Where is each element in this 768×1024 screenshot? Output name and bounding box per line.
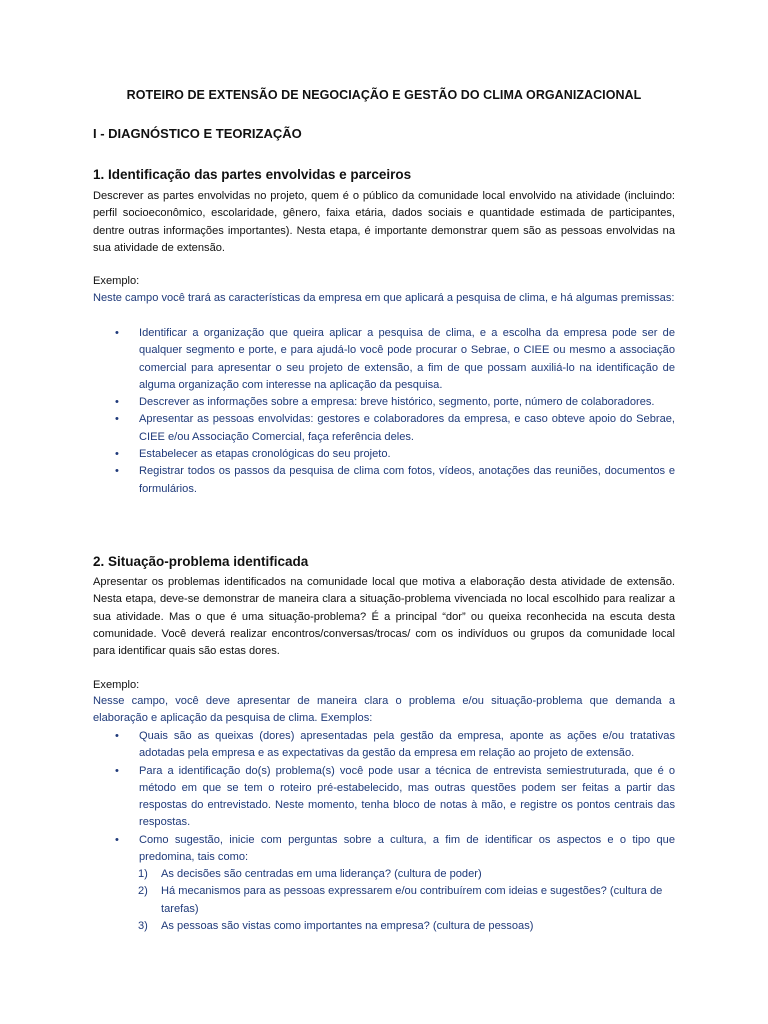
- list-number: 1): [138, 868, 148, 880]
- bullet-icon: •: [115, 327, 119, 339]
- section1-example-intro: Neste campo você trará as características da empresa em que aplicará a pesquisa de clima, e há algumas premissas:: [93, 292, 675, 304]
- section2-body: Apresentar os problemas identificados na comunidade local que motiva a elaboração desta atividade de extensão. Nesta etapa, deve-se demonstrar de maneira clara a situação-problema vivenciada no local escolhido para realizar a sua atividade. Mas o que é uma situação-problema? É a principal “dor” ou queixa reconhecida na escuta desta comunidade. Você deverá realizar encontros/conversas/trocas/ com os indivíduos ou grupos da comunidade local para identificar quais são estas dores.: [93, 576, 675, 658]
- section2-numbered-list: [138, 866, 675, 935]
- list-item: • Como sugestão, inicie com perguntas sobre a cultura, a fim de identificar os aspectos e o tipo que predomina, tais como:: [115, 833, 675, 864]
- document-title: ROTEIRO DE EXTENSÃO DE NEGOCIAÇÃO E GESTÃO DO CLIMA ORGANIZACIONAL: [126, 88, 642, 102]
- list-item: • Para a identificação do(s) problema(s) você pode usar a técnica de entrevista semiestruturada, que é o método em que se tem o roteiro pré-estabelecido, mas outras questões podem ser feitas a partir das respostas do entrevistado. Neste momento, tenha bloco de notas à mão, e registre os pontos centrais das respostas.: [115, 764, 675, 829]
- list-item: • Estabelecer as etapas cronológicas do seu projeto.: [115, 446, 675, 463]
- list-item: • Identificar a organização que queira aplicar a pesquisa de clima, e a escolha da empresa pode ser de qualquer segmento e porte, e para ajudá-lo você pode procurar o Sebrae, o CIEE ou mesmo a associação comercial para apresentar o seu projeto de extensão, a fim de que possam auxiliá-lo na identificação de alguma organização com interesse na aplicação da pesquisa.: [115, 327, 675, 391]
- section1-heading: 1. Identificação das partes envolvidas e parceiros: [93, 167, 412, 182]
- bullet-icon: •: [115, 833, 119, 846]
- bullet-icon: •: [115, 730, 119, 742]
- list-item: • Registrar todos os passos da pesquisa de clima com fotos, vídeos, anotações das reuniões, documentos e formulários.: [115, 465, 675, 495]
- bullet-icon: •: [115, 413, 119, 426]
- section1-bullet-list: [115, 325, 675, 498]
- section1-body: Descrever as partes envolvidas no projeto, quem é o público da comunidade local envolvido na atividade (incluindo: perfil socioeconômico, escolaridade, gênero, faixa etária, dados sociais e quantidade estimada de participantes, dentre outras informações importantes). Nesta etapa, é importante demonstrar quem são as pessoas envolvidas na sua atividade de extensão.: [93, 190, 675, 254]
- list-item: 1) As decisões são centradas em uma liderança? (cultura de poder): [138, 866, 675, 883]
- section-label: I - DIAGNÓSTICO E TEORIZAÇÃO: [93, 126, 302, 141]
- list-item: • Descrever as informações sobre a empresa: breve histórico, segmento, porte, número de colaboradores.: [115, 394, 675, 411]
- list-number: 3): [138, 919, 148, 932]
- section2-example-label: Exemplo:: [93, 679, 140, 691]
- bullet-icon: •: [115, 764, 119, 777]
- bullet-icon: •: [115, 396, 119, 409]
- list-item: • Quais são as queixas (dores) apresentadas pela gestão da empresa, aponte as ações e/ou tratativas adotadas pela empresa e as expectativas da gestão da empresa em relação ao projeto de extensão.: [115, 730, 675, 760]
- section1-example-label: Exemplo:: [93, 275, 140, 287]
- bullet-icon: •: [115, 448, 119, 461]
- section2-example-intro: Nesse campo, você deve apresentar de maneira clara o problema e/ou situação-problema que demanda a elaboração e aplicação da pesquisa de clima. Exemplos:: [93, 695, 675, 725]
- list-item: 3) As pessoas são vistas como importantes na empresa? (cultura de pessoas): [138, 918, 675, 935]
- bullet-icon: •: [115, 465, 119, 478]
- section2-heading: 2. Situação-problema identificada: [93, 554, 309, 569]
- list-item: 2) Há mecanismos para as pessoas expressarem e/ou contribuírem com ideias e sugestões? (cultura de tarefas): [138, 885, 663, 915]
- section2-bullet-list: [115, 728, 675, 866]
- list-item: • Apresentar as pessoas envolvidas: gestores e colaboradores da empresa, e caso obteve apoio do Sebrae, CIEE e/ou Associação Comercial, faça referência deles.: [115, 413, 675, 443]
- list-number: 2): [138, 885, 148, 898]
